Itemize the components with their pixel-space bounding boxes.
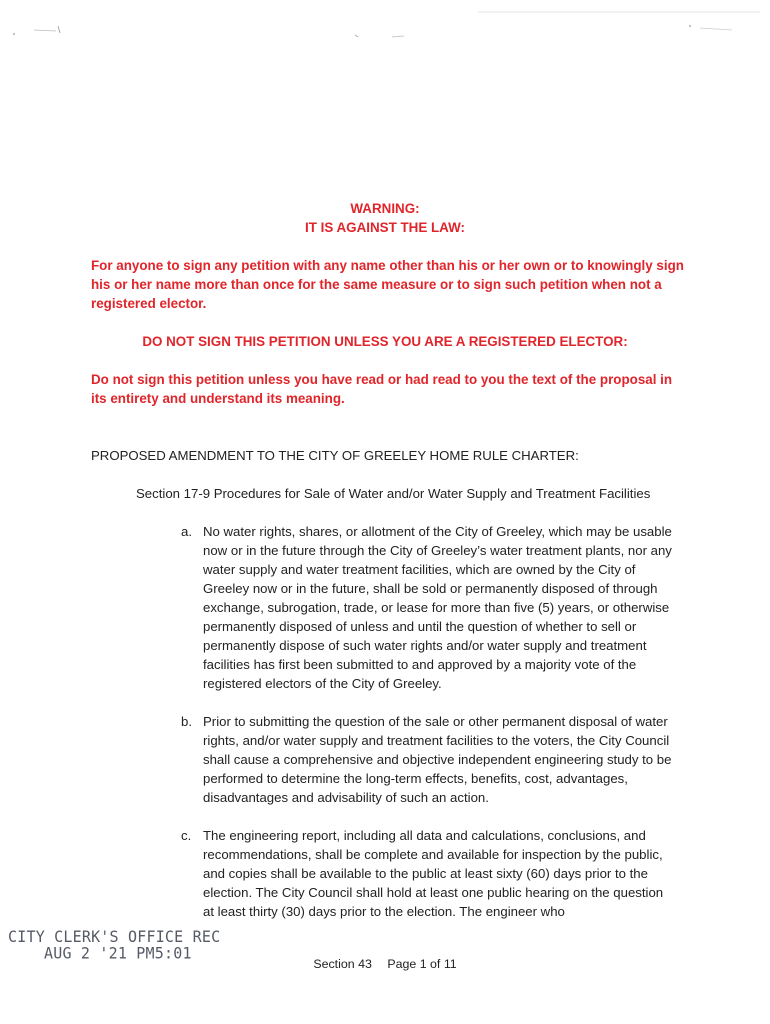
footer-page-number: Page 1 of 11 bbox=[387, 957, 457, 971]
page-footer bbox=[0, 957, 770, 971]
warning-paragraph-2: Do not sign this petition unless you have read or had read to you the text of the proposal in its entirety and understand its meaning. bbox=[91, 372, 673, 406]
warning-title: WARNING: bbox=[350, 201, 420, 216]
clause-marker: c. bbox=[181, 828, 192, 843]
scan-artifact-marks bbox=[0, 0, 770, 60]
amendment-heading: PROPOSED AMENDMENT TO THE CITY OF GREELEY HOME RULE CHARTER: bbox=[91, 448, 579, 463]
clause-text: Prior to submitting the question of the sale or other permanent disposal of water rights, and/or water supply and treatment facilities to the voters, the City Council shall cause a comprehensive and objective independent engineering study to be performed to determine the long-term effects, benefits, cost, advantages, disadvantages and advisability of such an action. bbox=[203, 714, 672, 805]
warning-subtitle: IT IS AGAINST THE LAW: bbox=[305, 220, 465, 235]
stamp-date-line: AUG 2 '21 PM5:01 bbox=[44, 943, 192, 963]
clause-marker: a. bbox=[181, 524, 192, 539]
section-title: Section 17-9 Procedures for Sale of Water and/or Water Supply and Treatment Facilities bbox=[136, 486, 651, 501]
stamp-office-line: CITY CLERK'S OFFICE REC bbox=[8, 927, 221, 947]
clause-marker: b. bbox=[181, 714, 192, 729]
warning-paragraph-1: For anyone to sign any petition with any name other than his or her own or to knowingly sign his or her name more than once for the same measure or to sign such petition when not a registered elector. bbox=[91, 258, 684, 311]
clause-text: The engineering report, including all data and calculations, conclusions, and recommendations, shall be complete and available for inspection by the public, and copies shall be available to the public at least sixty (60) days prior to the election. The City Council shall hold at least one public hearing on the question at least thirty (30) days prior to the election. The engineer who bbox=[203, 828, 664, 919]
clause-text: No water rights, shares, or allotment of the City of Greeley, which may be usable now or in the future through the City of Greeley’s water treatment plants, nor any water supply and water treatment facilities, which are owned by the City of Greeley now or in the future, shall be sold or permanently disposed of through exchange, subrogation, trade, or lease for more than five (5) years, or otherwise permanently disposed of unless and until the question of whether to sell or permanently dispose of such water rights and/or water supply and treatment facilities has first been submitted to and approved by a majority vote of the registered electors of the City of Greeley. bbox=[203, 524, 672, 691]
registered-elector-notice: DO NOT SIGN THIS PETITION UNLESS YOU ARE A REGISTERED ELECTOR: bbox=[142, 334, 628, 349]
footer-section: Section 43 bbox=[313, 957, 372, 971]
